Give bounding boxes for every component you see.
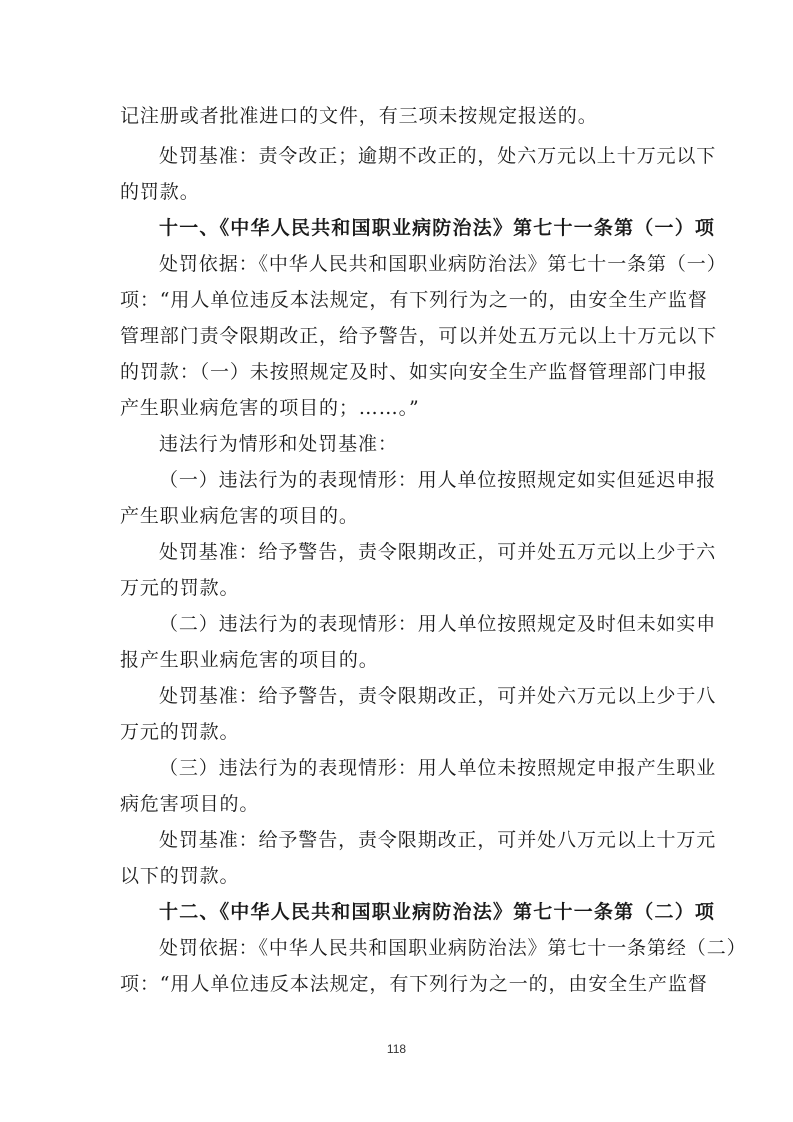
paragraph-line-2: 处罚基准：责令改正；逾期不改正的，处六万元以上十万元以下 xyxy=(159,145,717,167)
paragraph-line-20: 病危害项目的。 xyxy=(120,793,260,815)
paragraph-line-17: 处罚基准：给予警告，责令限期改正，可并处六万元以上少于八 xyxy=(159,685,717,707)
section-heading-11: 十一、《中华人民共和国职业病防治法》第七十一条第（一）项 xyxy=(159,217,716,239)
paragraph-line-15: （二）违法行为的表现情形：用人单位按照规定及时但未如实申 xyxy=(159,613,717,635)
paragraph-line-14: 万元的罚款。 xyxy=(120,577,240,599)
paragraph-line-7: 管理部门责令限期改正，给予警告，可以并处五万元以上十万元以下 xyxy=(120,325,718,347)
paragraph-line-10: 违法行为情形和处罚基准： xyxy=(159,433,398,455)
paragraph-line-24: 处罚依据：《中华人民共和国职业病防治法》第七十一条第经（二） xyxy=(159,937,747,959)
paragraph-line-11: （一）违法行为的表现情形：用人单位按照规定如实但延迟申报 xyxy=(159,469,717,491)
paragraph-line-13: 处罚基准：给予警告，责令限期改正，可并处五万元以上少于六 xyxy=(159,541,717,563)
paragraph-line-25: 项：“用人单位违反本法规定，有下列行为之一的，由安全生产监督 xyxy=(120,973,708,995)
paragraph-line-8: 的罚款：（一）未按照规定及时、如实向安全生产监督管理部门申报 xyxy=(120,361,708,383)
page-number: 118 xyxy=(386,1042,407,1056)
paragraph-line-21: 处罚基准：给予警告，责令限期改正，可并处八万元以上十万元 xyxy=(159,829,717,851)
paragraph-line-5: 处罚依据：《中华人民共和国职业病防治法》第七十一条第（一） xyxy=(159,253,727,275)
paragraph-line-18: 万元的罚款。 xyxy=(120,721,240,743)
paragraph-line-6: 项：“用人单位违反本法规定，有下列行为之一的，由安全生产监督 xyxy=(120,289,708,311)
paragraph-line-9: 产生职业病危害的项目的；……。” xyxy=(120,397,420,419)
paragraph-line-12: 产生职业病危害的项目的。 xyxy=(120,505,359,527)
paragraph-line-3: 的罚款。 xyxy=(120,181,200,203)
paragraph-line-16: 报产生职业病危害的项目的。 xyxy=(120,649,379,671)
paragraph-line-19: （三）违法行为的表现情形：用人单位未按照规定申报产生职业 xyxy=(159,757,717,779)
paragraph-line-1: 记注册或者批准进口的文件，有三项未按规定报送的。 xyxy=(120,105,598,127)
section-heading-12: 十二、《中华人民共和国职业病防治法》第七十一条第（二）项 xyxy=(159,901,716,923)
paragraph-line-22: 以下的罚款。 xyxy=(120,865,240,887)
